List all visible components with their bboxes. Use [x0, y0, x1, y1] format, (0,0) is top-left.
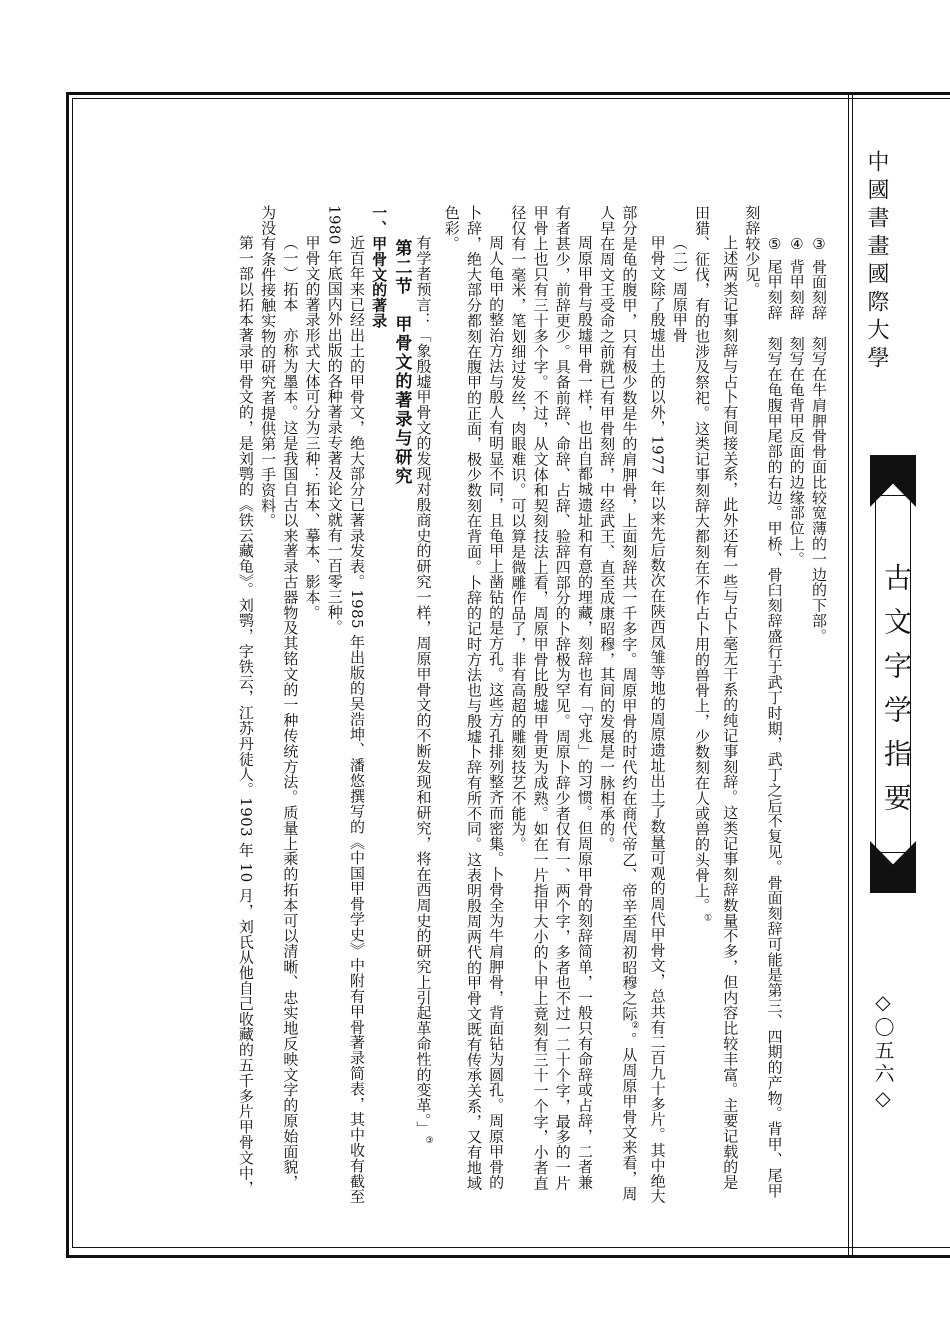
footnote-marker: ② [630, 1021, 641, 1032]
paragraph: 近百年来已经出土的甲骨文，绝大部分已著录发表。1985 年出版的吴浩坤、潘悠撰写的《中国甲骨学史》中附有甲骨著录简表，其中收有截至 1980 年底国内外出版的各种著录专著及论文就有一百零三种。 [325, 205, 366, 1204]
list-item-bone-face: ③ 骨面刻辞 刻写在牛肩胛骨骨面比较宽薄的一边的下部。 [810, 235, 828, 644]
subheading-zhouyuan: （二）周原甲骨 [670, 235, 689, 343]
list-item-tail-shell: ⑤ 尾甲刻辞 刻写在龟腹甲尾部的右边。甲桥、骨臼刻辞盛行于武丁时期，武丁之后不复见。骨面刻辞可能是第三、四期的产物。背甲、尾甲刻辞较少见。 [743, 205, 784, 1198]
book-title: 古文字学指要 [880, 563, 913, 827]
paragraph: 上述两类记事刻辞与占卜有间接关系，此外还有一些与占卜毫无干系的纯记事刻辞。这类记事刻辞数量不多，但内容比较丰富。主要记载的是田猎、征伐，有的也涉及祭祀。这类记事刻辞大都刻在不作占卜用的兽骨上，少数刻在人或兽的头骨上。① [692, 205, 740, 1190]
paragraph: 周人龟甲的整治方法与殷人有明显不同，且龟甲上凿钻的是方孔。这些方孔排列整齐而密集。卜骨全为牛肩胛骨，背面钻为圆孔。周原甲骨的卜辞，绝大部分都刻在腹甲的正面，极少数刻在背面。卜辞的记时方法也与殷墟卜辞有所不同。这表明殷周两代的甲骨文既有传承关系，又有地域色彩。 [442, 205, 506, 1191]
body-text [118, 205, 830, 1205]
paragraph: （一）拓本 亦称为墨本。这是我国自古以来著录古器物及其铭文的一种传统方法。质量上乘的拓本可以清晰、忠实地反映文字的原始面貌，为没有条件接触实物的研究者提供第一手资料。 [259, 205, 300, 1190]
university-name: 中國書畫國際大學 [864, 150, 889, 374]
paragraph: 有学者预言：「象殷墟甲骨文的发现对殷商史的研究一样，周原甲骨文的不断发现和研究，将在西周史的研究上引起革命性的变革。」③ [414, 235, 435, 1147]
footnote-marker: ① [702, 913, 713, 924]
margin-divider [848, 92, 849, 1255]
paragraph: 周原甲骨与殷墟甲骨一样，也出自都城遗址和有意的埋藏，刻辞也有「守兆」的习惯。但周原甲骨的刻辞简单，一般只有命辞或占辞，二者兼有者甚少，前辞更少。具备前辞、命辞、占辞、验辞四部分的卜辞极为罕见。周原卜辞少者仅有一、两个字，多者也不过一二十个字，最多的一片甲骨上也只有三十多个字。不过，从文体和契刻技法上看，周原甲骨比殷墟甲骨更为成熟。如在一片指甲大小的卜甲上竟刻有三十一个字，小者直径仅有一毫米，笔划细过发丝，肉眼难识。可以算是微雕作品了，非有高超的雕刻技艺不能为。 [509, 205, 594, 1191]
footnote-marker: ③ [424, 1136, 435, 1147]
paragraph: 第一部以拓本著录甲骨文的，是刘鹗的《铁云藏龟》。刘鹗，字铁云，江苏丹徒人。1903 年 10 月，刘氏从他自己收藏的五千多片甲骨文中， [236, 235, 255, 1196]
paragraph: 甲骨文的著录形式大体可分为三种：拓本、摹本、影本。 [303, 235, 322, 620]
paragraph: 甲骨文除了殷墟出土的以外，1977 年以来先后数次在陕西凤雏等地的周原遗址出土了数量可观的周代甲骨文，总共有二百九十多片。其中绝大部分是龟的腹甲，只有极少数是牛的肩胛骨，上面刻辞共一千多字。周原甲骨的时代约在商代帝乙、帝辛至周初昭穆之际②。从周原甲骨文来看，周人早在周文王受命之前就已有甲骨刻辞，中经武王、直至成康昭穆，其间的发展是一脉相承的。 [598, 205, 667, 1204]
margin-divider-inner [852, 92, 853, 1255]
page-number: ◇〇五六◇ [871, 990, 895, 1113]
section-heading: 第二节 甲骨文的著录与研究 [391, 239, 412, 486]
subsection-heading: 一、甲骨文的著录 [370, 205, 389, 329]
list-item-back-shell: ④ 背甲刻辞 刻写在龟背甲反面的边缘部位上。 [787, 235, 806, 567]
